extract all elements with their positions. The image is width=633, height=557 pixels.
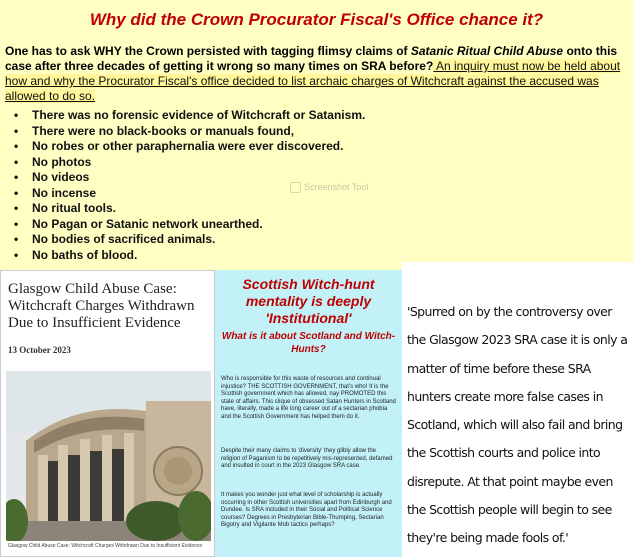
panel-headline: Scottish Witch-hunt mentality is deeply 'Institutional' [242,276,375,326]
page-title: Why did the Crown Procurator Fiscal's Office chance it? [89,10,544,29]
camera-icon [290,182,301,193]
list-item: • No Pagan or Satanic network unearthed. [6,217,365,233]
news-headline: Glasgow Child Abuse Case: Witchcraft Charges Withdrawn Due to Insufficient Evidence [8,281,195,331]
bullet-icon: • [14,154,19,169]
list-item: • There were no black-books or manuals found, [6,124,365,140]
institutional-panel [215,270,402,557]
panel-question: What is it about Scotland and Witch-Hunts? [221,331,396,355]
photo-caption: Glasgow Child Abuse Case: Witchcraft Charges Withdrawn Due to Insufficient Evidence [8,543,203,549]
quote-panel [402,262,633,557]
list-item: • No robes or other paraphernalia were ever discovered. [6,139,365,155]
news-clipping-panel [0,270,215,557]
bullet-icon: • [14,123,19,138]
bullet-icon: • [14,185,19,200]
bullet-icon: • [14,232,19,246]
bullet-icon: • [14,201,19,215]
panel-paragraph: It makes you wonder just what level of scholarship is actually occurring in other Scottish universities apart from Edinburgh and Dundee. Is SRA included in their Social and Political Science courses? Degrees in Presbyterian Bible-Thumping, Sectarian Bigotry and Vigilante Mob tactics perhaps? [221,492,392,528]
intro-bold-text: One has to ask WHY the Crown persisted with tagging flimsy claims of [5,44,411,58]
news-date: 13 October 2023 [8,345,71,355]
list-item: • No bodies of sacrificed animals. [6,232,365,248]
panel-paragraph: Who is responsible for this waste of resources and continual injustice? THE SCOTTISH GOVERNMENT, that's who! It is the Scottish government which has allowed, nay PROMOTED this state of affairs. This clique of obsessed Satan Hunters in Scotland have, literally, made a life long career out of a sectarian phobia and the Scottish Government has helped them do it. [221,376,396,420]
intro-bold-question: onto this case after three decades of getting it wrong so many times on SRA before? [5,44,618,73]
list-item: • No baths of blood. [6,248,365,264]
list-item: • No ritual tools. [6,201,365,217]
intro-italic-term: Satanic Ritual Child Abuse [410,44,564,58]
intro-paragraph [5,44,628,104]
quote-text: 'Spurred on by the controversy over the Glasgow 2023 SRA case it is only a matter of time before these SRA hunters create more false cases in Scotland, which will also fail and bring the Scottish courts and police into disrepute. At that point maybe even the Scottish people will begin to see they're being made fools of.' [407,304,628,546]
bullet-icon: • [14,170,19,184]
bullet-icon: • [14,108,19,122]
intro-highlighted-link[interactable]: An inquiry must now be held about how and why the Procurator Fiscal's office decided to list archaic charges of Witchcraft against the accused was allowed to do so. [5,59,621,103]
list-item: • No videos [6,170,365,186]
panel-paragraph: Despite their many claims to 'diversity' they glibly allow the religion of Paganism to be repetitively mis-represented, defamed and insulted in court in the 2023 Glasgow SRA case. [221,448,393,469]
court-building-photo [6,371,211,541]
list-item: • No incense [6,186,365,202]
bullet-icon: • [14,216,19,231]
bullet-icon: • [14,139,19,153]
list-item: • There was no forensic evidence of Witchcraft or Satanism. [6,108,365,124]
list-item: • No photos [6,155,365,171]
bullet-icon: • [14,247,19,262]
screenshot-watermark: Screenshot Tool [290,182,368,193]
